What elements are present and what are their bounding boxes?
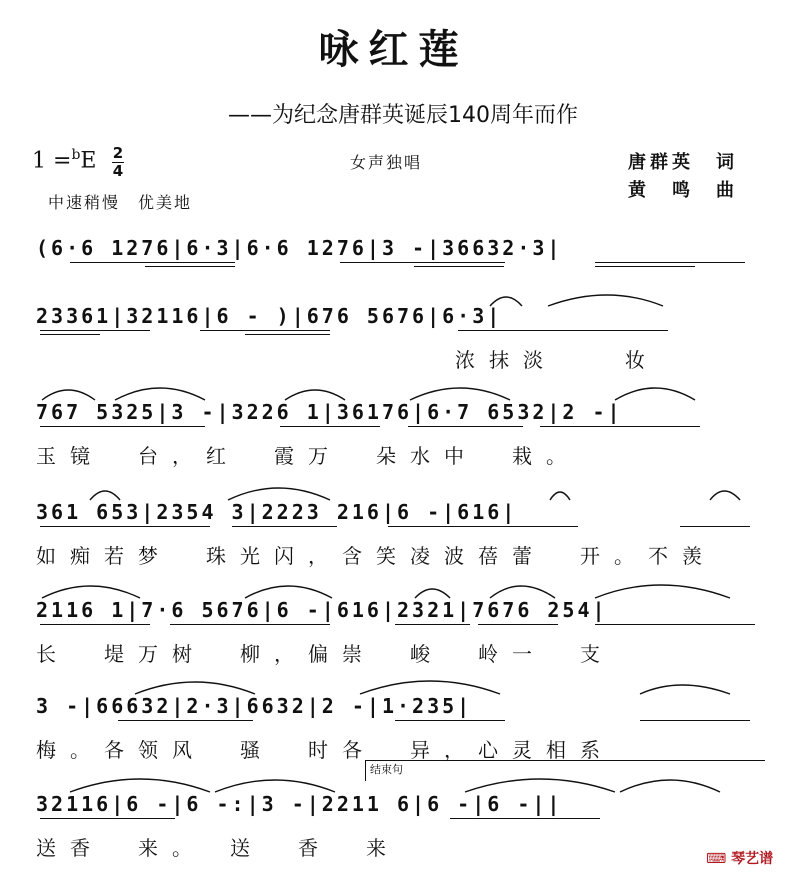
key-note: E: [80, 148, 97, 174]
flat-sign: b: [71, 147, 81, 163]
lyrics-line: 玉镜 台，红 霞万 朵水中 栽。: [36, 444, 580, 468]
slur-marks: [40, 478, 750, 504]
notation-line: 767 5325|3 -|3226 1|36176|6·7 6532|2 -|: [36, 400, 623, 424]
slur-marks: [40, 770, 740, 796]
lyricist-credit: 唐群英 词: [628, 152, 738, 173]
tempo-marking: 中速稍慢 优美地: [48, 193, 193, 212]
key-prefix: 1 =: [32, 148, 72, 174]
slur-marks: [40, 378, 720, 404]
notation-line: 3 -|66632|2·3|6632|2 -|1·235|: [36, 694, 473, 718]
notation-line: 23361|32116|6 - )|676 5676|6·3|: [36, 304, 503, 328]
lyrics-line: 送香 来。 送 香 来: [36, 836, 400, 860]
lyrics-line: 梅。各领风 骚 时各 异，心灵相系: [36, 738, 614, 762]
notation-line: 32116|6 -|6 -:|3 -|2211 6|6 -|6 -||: [36, 792, 563, 816]
voice-type: 女声独唱: [350, 153, 423, 172]
site-logo: ⌨ 琴艺谱: [706, 851, 774, 867]
key-signature: [32, 147, 96, 173]
composer-credit: 黄 鸣 曲: [628, 180, 738, 201]
page-title: 咏红莲: [318, 27, 469, 73]
lyrics-line: 如痴若梦 珠光闪，含笑凌波蓓蕾 开。不羡: [36, 544, 716, 568]
page-subtitle: ——为纪念唐群英诞辰140周年而作: [228, 103, 578, 128]
slur-marks: [40, 576, 760, 602]
time-signature-top: 2: [112, 144, 124, 162]
time-signature-bottom: 4: [112, 162, 124, 180]
slur-marks: [40, 672, 740, 698]
slur-marks: [488, 286, 668, 310]
ending-bracket: 结束句: [365, 760, 765, 781]
lyrics-line: 浓抹淡 妆: [455, 348, 659, 372]
notation-line: (6·6 1276|6·3|6·6 1276|3 -|36632·3|: [36, 236, 563, 260]
lyrics-line: 长 堤万树 柳，偏崇 峻 岭一 支: [36, 642, 614, 666]
notation-line: 2116 1|7·6 5676|6 -|616|2321|7676 254|: [36, 598, 608, 622]
notation-line: 361 653|2354 3|2223 216|6 -|616|: [36, 500, 518, 524]
time-signature: [112, 146, 124, 179]
